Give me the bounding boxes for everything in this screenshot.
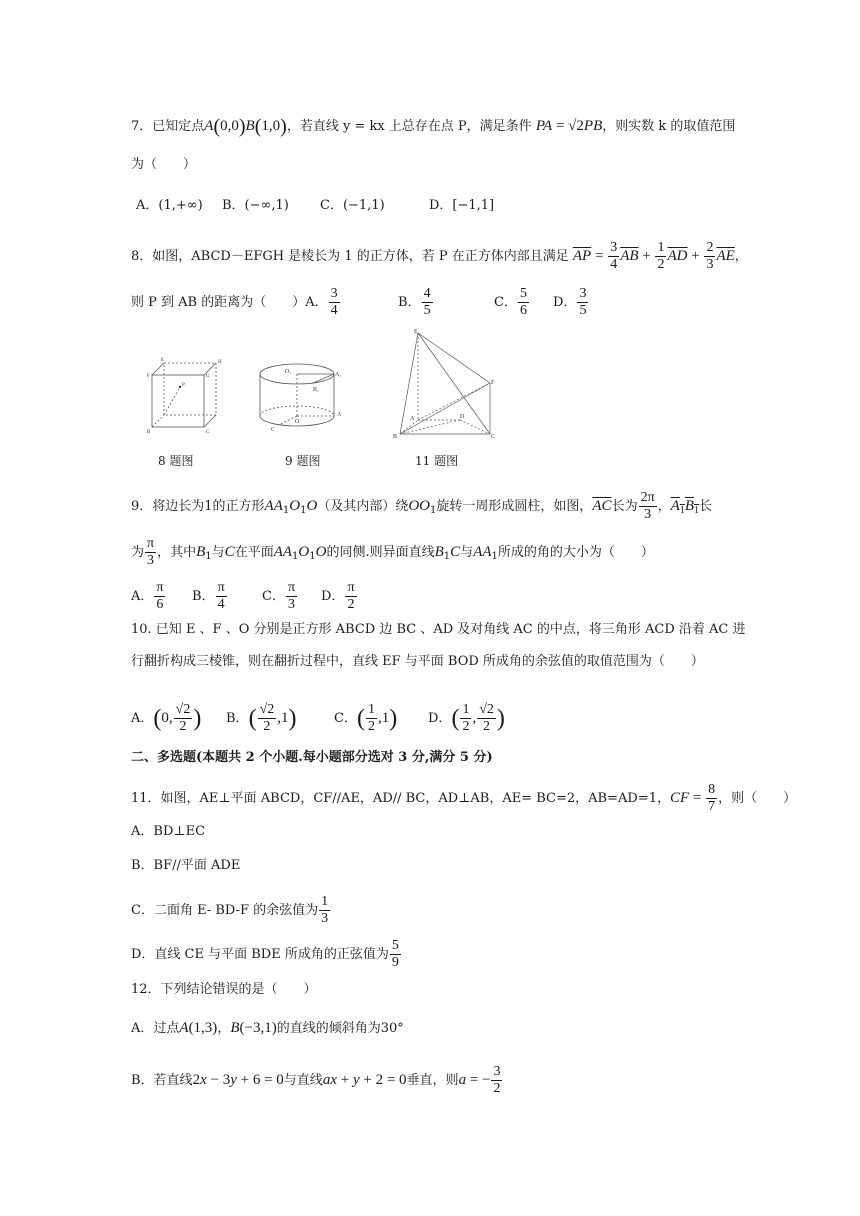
svg-text:C: C bbox=[491, 434, 496, 440]
q7-stem2: ，若直线 y = kx 上总存在点 P，满足条件 bbox=[286, 119, 532, 134]
svg-text:H: H bbox=[218, 360, 222, 365]
q10-option-b: B．( $\frac{√2}{2}$ ,1) bbox=[226, 702, 297, 734]
q12-option-b: B．若直线2x − 3y + 6 = 0与直线ax + y + 2 = 0垂直，则a = − $\frac{3}{2}$ bbox=[131, 1064, 501, 1096]
svg-text:B: B bbox=[393, 434, 398, 440]
svg-text:A: A bbox=[410, 416, 415, 422]
svg-text:C: C bbox=[271, 427, 276, 433]
q7-option-c: C．(−1,1) bbox=[320, 198, 385, 213]
q11-option-c: C．二面角 E- BD-F 的余弦值为 $\frac{1}{3}$ bbox=[131, 894, 329, 926]
q7-stem: 7．已知定点 bbox=[131, 119, 205, 134]
caption-fig11: 11 题图 bbox=[415, 454, 459, 468]
q8-line1: 8．如图，ABCD－EFGH 是棱长为 1 的正方体，若 P 在正方体内部且满足 $\overline{AP}$ = $\frac{3}{4}$ $\overline{AB}$ + $\frac{1}{2}$ $\overline{AD}$ + $\frac{2}{3}$ $\overline{AE}$， bbox=[131, 240, 748, 272]
caption-fig8: 8 题图 bbox=[158, 454, 194, 468]
svg-text:A₁: A₁ bbox=[335, 372, 342, 378]
q10-option-c: C．( $\frac{1}{2}$ ,1) bbox=[334, 702, 398, 734]
q7-stem3: ，则实数 k 的取值范围 bbox=[602, 119, 736, 134]
q7-line1: 7．已知定点A(0,0)B(1,0)，若直线 y = kx 上总存在点 P，满足条件 PA = √2PB，则实数 k 的取值范围 bbox=[131, 115, 736, 138]
q8-option-c: C． $\frac{5}{6}$ bbox=[494, 286, 527, 318]
svg-text:E: E bbox=[161, 358, 165, 363]
figure-9-cylinder bbox=[255, 360, 350, 435]
q8-stem: 8．如图，ABCD－EFGH 是棱长为 1 的正方体，若 P 在正方体内部且满足 bbox=[131, 249, 569, 264]
svg-text:F: F bbox=[491, 380, 495, 386]
q9-line1: 9．将边长为1的正方形$AA_1O_1O$（及其内部）绕$OO_1$旋转一周形成圆柱，如图，$\overline{AC}$长为 $\frac{2\pi}{3}$ ，$A_1B_1$长 bbox=[131, 490, 713, 522]
q8-line2: 则 P 到 AB 的距离为（ ）A． $\frac{3}{4}$ bbox=[131, 286, 338, 318]
q11-option-b: B．BF//平面 ADE bbox=[131, 858, 241, 873]
svg-text:B₁: B₁ bbox=[313, 387, 320, 393]
q9-line2: 为 $\frac{\pi}{3}$ ，其中$B_1$与C在平面$AA_1O_1O$的同侧.则异面直线$B_1C$与$AA_1$所成的角的大小为（ ） bbox=[131, 536, 654, 568]
svg-text:D: D bbox=[460, 414, 465, 420]
q7-option-b: B．(−∞,1) bbox=[222, 198, 289, 213]
q10-option-d: D．( $\frac{1}{2}$ , $\frac{√2}{2}$ ) bbox=[428, 702, 505, 734]
svg-text:G: G bbox=[206, 374, 210, 379]
q7-option-a: A．(1,+∞) bbox=[136, 198, 203, 213]
q7-option-d: D．[−1,1] bbox=[429, 198, 495, 213]
svg-text:O₁: O₁ bbox=[285, 369, 292, 375]
q9-option-b: B． $\frac{\pi}{4}$ bbox=[192, 580, 225, 612]
q7-points: A bbox=[204, 118, 214, 134]
svg-text:F: F bbox=[147, 374, 150, 379]
q9-option-c: C． $\frac{\pi}{3}$ bbox=[262, 580, 296, 612]
caption-fig9: 9 题图 bbox=[285, 454, 321, 468]
q10-option-a: A．(0, $\frac{√2}{2}$ ) bbox=[131, 702, 202, 734]
q12-stem: 12．下列结论错误的是（ ） bbox=[131, 982, 317, 997]
q11-option-a: A．BD⊥EC bbox=[131, 824, 206, 839]
q12-option-a: A．过点A(1,3)，B(−3,1)的直线的倾斜角为30° bbox=[131, 1020, 404, 1036]
q8-option-b: B． $\frac{4}{5}$ bbox=[398, 286, 431, 318]
q7-condition: PA bbox=[535, 118, 553, 134]
q10-line1: 10. 已知 E 、F 、O 分别是正方形 ABCD 边 BC 、AD 及对角线 AC 的中点，将三角形 ACD 沿着 AC 进 bbox=[131, 622, 746, 637]
svg-text:A: A bbox=[337, 412, 342, 418]
svg-text:P: P bbox=[182, 383, 185, 388]
q9-option-a: A． $\frac{\pi}{6}$ bbox=[131, 580, 164, 612]
svg-text:C: C bbox=[206, 430, 210, 435]
q10-line2: 行翻折构成三棱锥，则在翻折过程中，直线 EF 与平面 BOD 所成角的余弦值的取值范围为（ ） bbox=[131, 654, 704, 669]
figure-8-cube bbox=[142, 355, 230, 435]
q8-stem2: 则 P 到 AB 的距离为（ ）A． bbox=[131, 295, 328, 310]
svg-text:B: B bbox=[147, 430, 151, 435]
q7-stem4: 为（ ） bbox=[131, 157, 197, 172]
svg-text:O: O bbox=[295, 419, 300, 425]
figure-11-solid bbox=[390, 328, 500, 440]
q11-line1: 11．如图，AE⊥平面 ABCD，CF//AE，AD// BC，AD⊥AB，AE= BC=2，AB=AD=1，CF = $\frac{8}{7}$ ，则（ ） bbox=[131, 782, 797, 814]
svg-text:E: E bbox=[414, 329, 418, 335]
q8-option-d: D． $\frac{3}{5}$ bbox=[553, 286, 587, 318]
section-heading: 二、多选题(本题共 2 个小题.每小题部分选对 3 分,满分 5 分) bbox=[131, 750, 493, 765]
q9-option-d: D． $\frac{\pi}{2}$ bbox=[321, 580, 355, 612]
q11-option-d: D．直线 CE 与平面 BDE 所成角的正弦值为 $\frac{5}{9}$ bbox=[131, 938, 399, 970]
